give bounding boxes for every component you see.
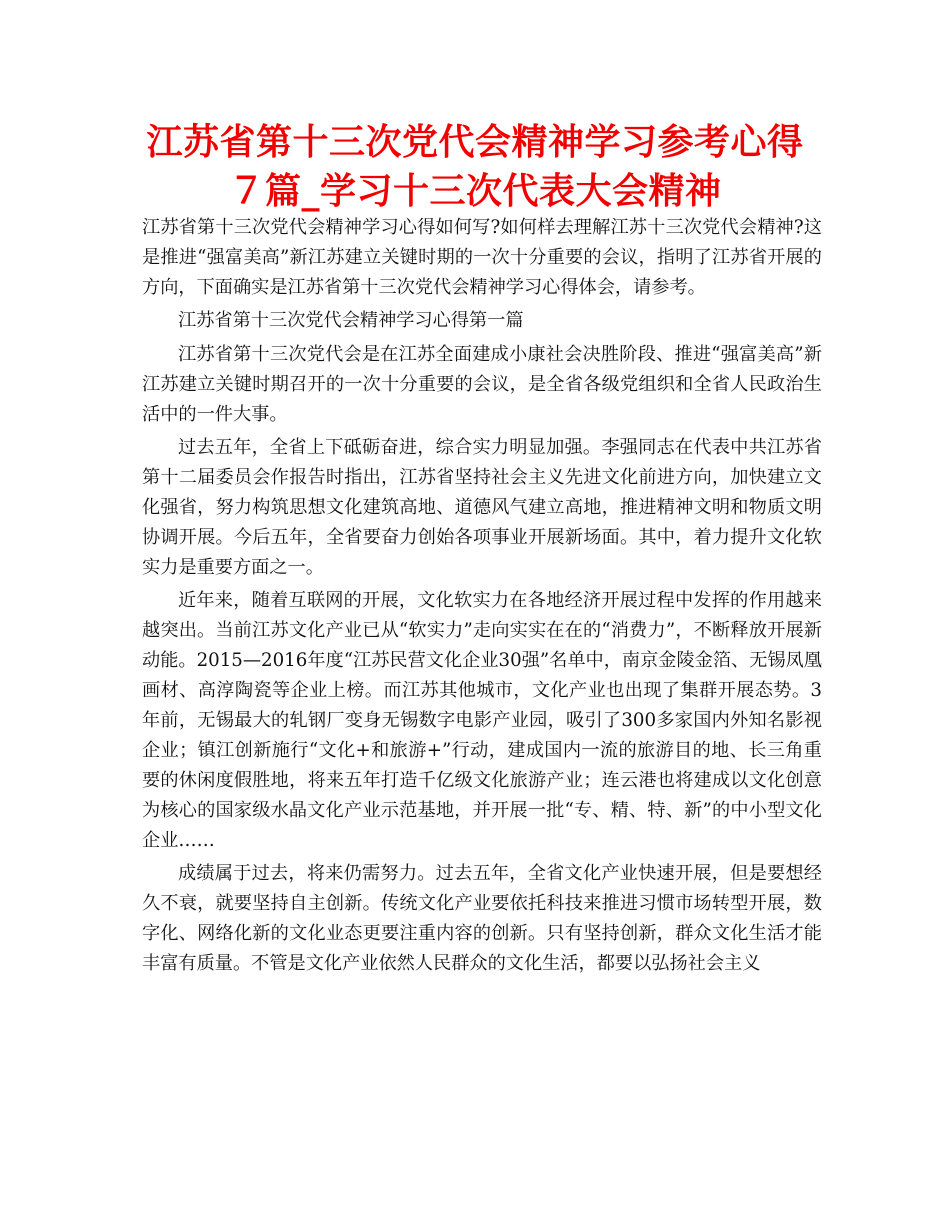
body-paragraph: 近年来，随着互联网的开展，文化软实力在各地经济开展过程中发挥的作用越来越突出。当前江苏文化产业已从“软实力”走向实实在在的“消费力”，不断释放开展新动能。2015—2016年度“江苏民营文化企业30强”名单中，南京金陵金箔、无锡凤凰画材、高淳陶瓷等企业上榜。而江苏其他城市，文化产业也出现了集群开展态势。3年前，无锡最大的轧钢厂变身无锡数字电影产业园，吸引了300多家国内外知名影视企业；镇江创新施行“文化+和旅游+”行动，建成国内一流的旅游目的地、长三角重要的休闲度假胜地，将来五年打造千亿级文化旅游产业；连云港也将建成以文化创意为核心的国家级水晶文化产业示范基地，并开展一批“专、精、特、新”的中小型文化企业…… [142,590,822,852]
intro-paragraph: 江苏省第十三次党代会精神学习心得如何写?如何样去理解江苏十三次党代会精神?这是推进“强富美高”新江苏建立关键时期的一次十分重要的会议，指明了江苏省开展的方向，下面确实是江苏省第十三次党代会精神学习心得体会，请参考。 [142,217,822,298]
document-body [142,213,822,983]
body-paragraph: 过去五年，全省上下砥砺奋进，综合实力明显加强。李强同志在代表中共江苏省第十二届委员会作报告时指出，江苏省坚持社会主义先进文化前进方向，加快建立文化强省，努力构筑思想文化建筑高地、道德风气建立高地，推进精神文明和物质文明协调开展。今后五年，全省要奋力创始各项事业开展新场面。其中，着力提升文化软实力是重要方面之一。 [142,436,822,578]
section-heading: 江苏省第十三次党代会精神学习心得第一篇 [178,310,524,332]
body-paragraph: 成绩属于过去，将来仍需努力。过去五年，全省文化产业快速开展，但是要想经久不衰，就要坚持自主创新。传统文化产业要依托科技来推进习惯市场转型开展，数字化、网络化新的文化业态更要注重内容的创新。只有坚持创新，群众文化生活才能丰富有质量。不管是文化产业依然人民群众的文化生活，都要以弘扬社会主义 [142,863,822,975]
document-title: 江苏省第十三次党代会精神学习参考心得７篇_学习十三次代表大会精神 [146,122,804,212]
body-paragraph: 江苏省第十三次党代会是在江苏全面建成小康社会决胜阶段、推进“强富美高”新江苏建立关键时期召开的一次十分重要的会议，是全省各级党组织和全省人民政治生活中的一件大事。 [142,343,822,425]
